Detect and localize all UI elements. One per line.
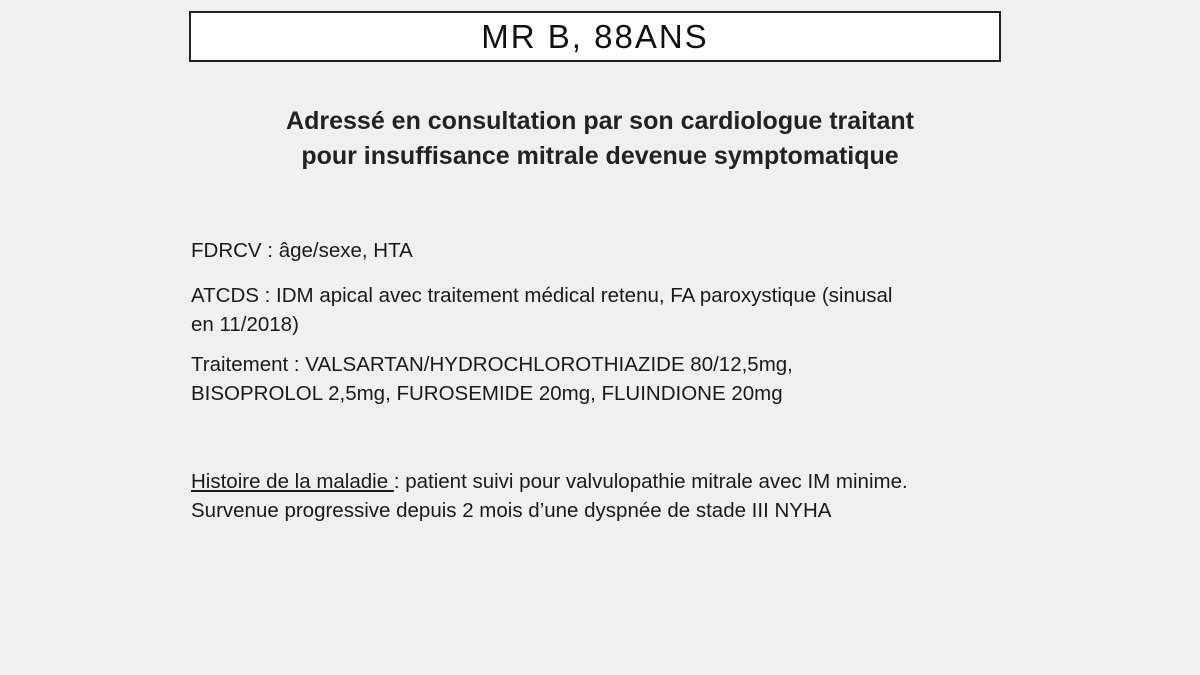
fdrcv-line: FDRCV : âge/sexe, HTA [191, 239, 413, 262]
atcds-line-1: ATCDS : IDM apical avec traitement médical retenu, FA paroxystique (sinusal [191, 284, 893, 307]
atcds-paragraph [191, 281, 1031, 339]
atcds-line-2: en 11/2018) [191, 313, 299, 336]
traitement-paragraph [191, 350, 1031, 408]
subtitle-line-2: pour insuffisance mitrale devenue symptomatique [301, 142, 899, 170]
traitement-line-1: Traitement : VALSARTAN/HYDROCHLOROTHIAZIDE 80/12,5mg, [191, 353, 793, 376]
slide-subtitle [150, 104, 1050, 174]
slide-title: MR B, 88ANS [481, 18, 709, 55]
histoire-line-1-text: : patient suivi pour valvulopathie mitrale avec IM minime. [393, 470, 908, 493]
histoire-paragraph [191, 467, 1031, 525]
subtitle-line-1: Adressé en consultation par son cardiologue traitant [286, 107, 914, 135]
traitement-line-2: BISOPROLOL 2,5mg, FUROSEMIDE 20mg, FLUINDIONE 20mg [191, 382, 783, 405]
histoire-line-1 [191, 467, 1031, 496]
title-box [189, 11, 1001, 62]
histoire-line-2: Survenue progressive depuis 2 mois d’une dyspnée de stade III NYHA [191, 499, 832, 522]
histoire-label: Histoire de la maladie [191, 470, 394, 493]
fdrcv-paragraph [191, 236, 1031, 265]
